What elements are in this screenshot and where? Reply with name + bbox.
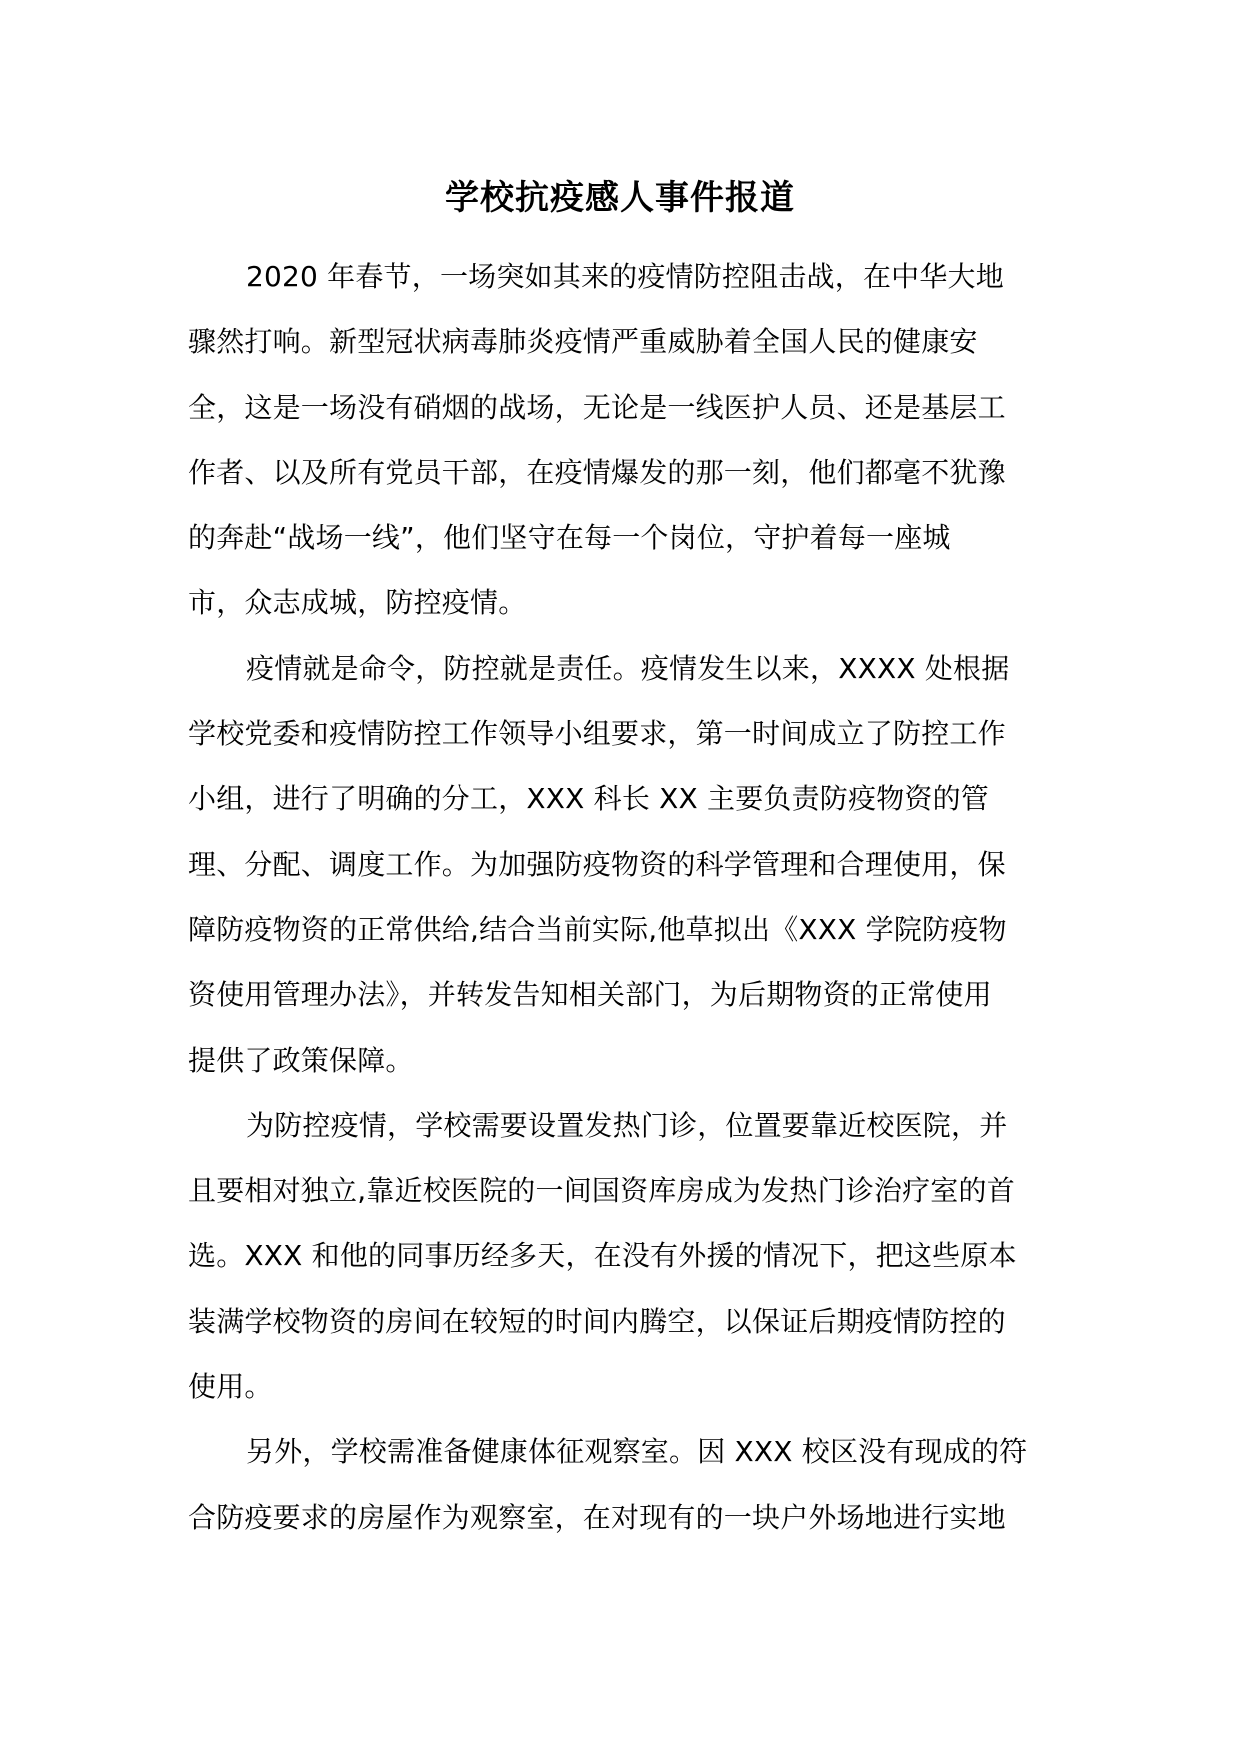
- paragraph-line: 选。XXX 和他的同事历经多天，在没有外援的情况下，把这些原本: [188, 1239, 1017, 1273]
- paragraph-line: 提供了政策保障。: [188, 1043, 414, 1077]
- paragraph-line: 理、分配、调度工作。为加强防疫物资的科学管理和合理使用，保: [188, 847, 1006, 881]
- paragraph-line: 障防疫物资的正常供给,结合当前实际,他草拟出《XXX 学院防疫物: [188, 912, 1007, 946]
- paragraph-line: 作者、以及所有党员干部，在疫情爆发的那一刻，他们都毫不犹豫: [188, 455, 1006, 489]
- document-body: [188, 244, 1058, 1550]
- paragraph-first-line: 另外，学校需准备健康体征观察室。因 XXX 校区没有现成的符: [246, 1435, 1028, 1469]
- paragraph-line: 的奔赴“战场一线”，他们坚守在每一个岗位，守护着每一座城: [188, 521, 951, 555]
- paragraph-line: 小组，进行了明确的分工，XXX 科长 XX 主要负责防疫物资的管: [188, 782, 990, 816]
- paragraph-line: 装满学校物资的房间在较短的时间内腾空，以保证后期疫情防控的: [188, 1304, 1006, 1338]
- paragraph-line: 学校党委和疫情防控工作领导小组要求，第一时间成立了防控工作: [188, 717, 1006, 751]
- paragraph-first-line: 疫情就是命令，防控就是责任。疫情发生以来，XXXX 处根据: [246, 651, 1010, 685]
- paragraph-line: 资使用管理办法》，并转发告知相关部门，为后期物资的正常使用: [188, 978, 992, 1012]
- paragraph-line: 合防疫要求的房屋作为观察室，在对现有的一块户外场地进行实地: [188, 1500, 1006, 1534]
- paragraph-line: 使用。: [188, 1370, 273, 1404]
- paragraph-first-line: 2020 年春节，一场突如其来的疫情防控阻击战，在中华大地: [246, 260, 1004, 293]
- paragraph-line: 且要相对独立,靠近校医院的一间国资库房成为发热门诊治疗室的首: [188, 1174, 1015, 1208]
- document-title: 学校抗疫感人事件报道: [445, 178, 795, 218]
- paragraph-first-line: 为防控疫情，学校需要设置发热门诊，位置要靠近校医院，并: [246, 1108, 1008, 1142]
- paragraph-line: 骤然打响。新型冠状病毒肺炎疫情严重威胁着全国人民的健康安: [188, 325, 978, 359]
- paragraph-line: 市，众志成城，防控疫情。: [188, 586, 527, 620]
- paragraph-line: 全，这是一场没有硝烟的战场，无论是一线医护人员、还是基层工: [188, 390, 1006, 424]
